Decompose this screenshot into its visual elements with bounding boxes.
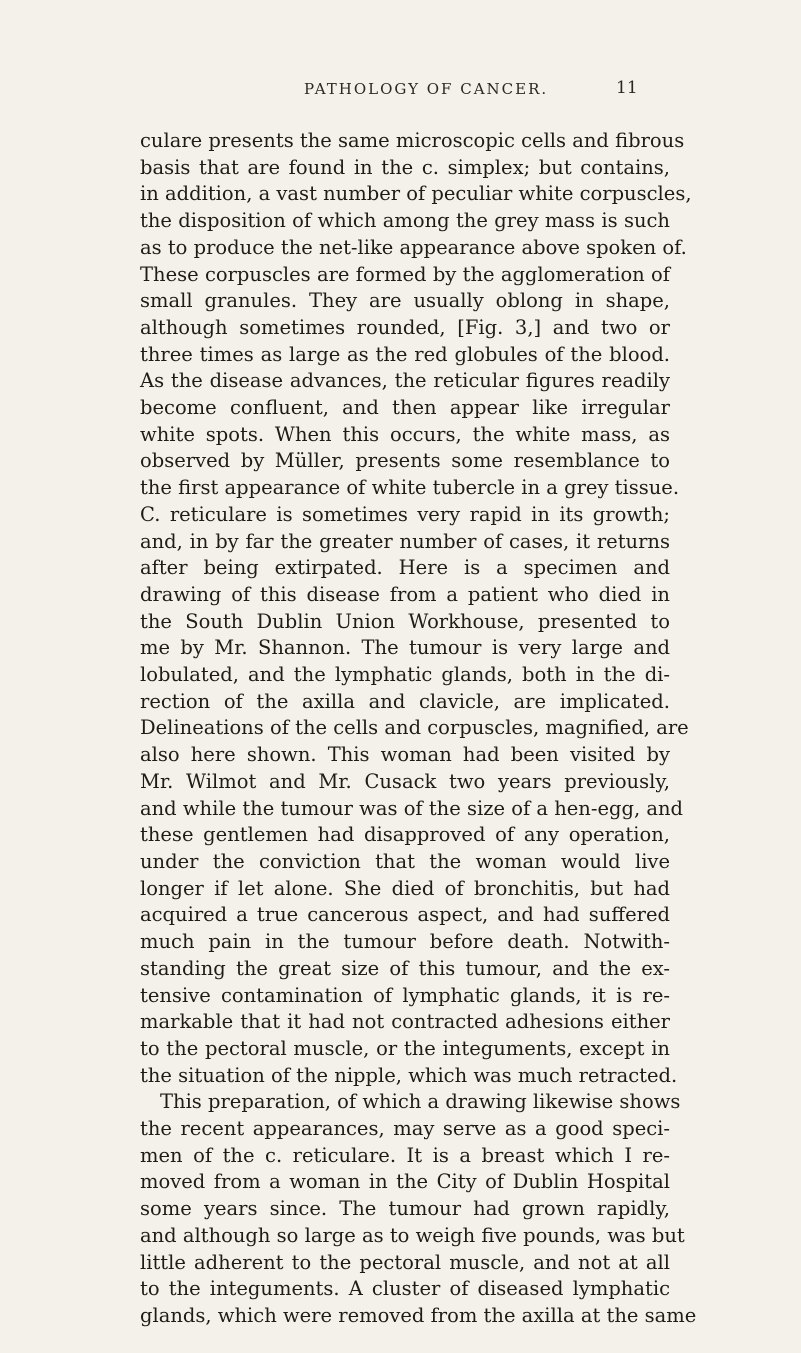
text-line: standing the great size of this tumour, and the ex- bbox=[140, 956, 670, 980]
text-line: the South Dublin Union Workhouse, presented to bbox=[140, 609, 670, 633]
text-line: markable that it had not contracted adhesions either bbox=[140, 1010, 670, 1034]
text-line: in addition, a vast number of peculiar white corpuscles, bbox=[140, 182, 692, 206]
text-line: little adherent to the pectoral muscle, and not at all bbox=[140, 1250, 670, 1274]
text-line: as to produce the net-like appearance above spoken of. bbox=[140, 235, 687, 259]
text-line: these gentlemen had disapproved of any operation, bbox=[140, 823, 670, 847]
text-line: and although so large as to weigh five pounds, was but bbox=[140, 1223, 685, 1247]
text-line: the situation of the nipple, which was much retracted. bbox=[140, 1063, 678, 1087]
text-line: drawing of this disease from a patient who died in bbox=[140, 582, 670, 606]
text-line: some years since. The tumour had grown rapidly, bbox=[140, 1197, 670, 1221]
text-line: much pain in the tumour before death. Notwith- bbox=[140, 930, 670, 954]
text-line: tensive contamination of lymphatic glands, it is re- bbox=[140, 983, 670, 1007]
text-line: longer if let alone. She died of bronchitis, but had bbox=[140, 876, 670, 900]
text-line: the disposition of which among the grey mass is such bbox=[140, 209, 670, 233]
text-line: under the conviction that the woman would live bbox=[140, 849, 670, 873]
text-line: observed by Müller, presents some resemblance to bbox=[140, 449, 670, 473]
page-number: 11 bbox=[616, 78, 638, 98]
text-line: the first appearance of white tubercle in a grey tissue. bbox=[140, 476, 680, 500]
text-line: glands, which were removed from the axilla at the same bbox=[140, 1303, 697, 1327]
text-line: Mr. Wilmot and Mr. Cusack two years previously, bbox=[140, 769, 670, 793]
text-line: These corpuscles are formed by the agglomeration of bbox=[140, 262, 670, 286]
text-line: lobulated, and the lymphatic glands, both in the di- bbox=[140, 663, 670, 687]
text-line: As the disease advances, the reticular figures readily bbox=[140, 369, 670, 393]
text-line: This preparation, of which a drawing likewise shows bbox=[160, 1090, 681, 1114]
text-line: white spots. When this occurs, the white mass, as bbox=[140, 422, 670, 446]
text-line: and, in by far the greater number of cases, it returns bbox=[140, 529, 670, 553]
text-line: small granules. They are usually oblong in shape, bbox=[140, 289, 670, 313]
text-line: me by Mr. Shannon. The tumour is very large and bbox=[140, 636, 670, 660]
text-line: also here shown. This woman had been visited by bbox=[140, 743, 670, 767]
text-line: become confluent, and then appear like irregular bbox=[140, 396, 670, 420]
body-text bbox=[140, 128, 697, 1330]
text-line: to the integuments. A cluster of diseased lymphatic bbox=[140, 1277, 670, 1301]
running-title: PATHOLOGY OF CANCER. bbox=[304, 80, 549, 98]
text-line: rection of the axilla and clavicle, are implicated. bbox=[140, 689, 670, 713]
text-line: and while the tumour was of the size of a hen-egg, and bbox=[140, 796, 684, 820]
text-line: moved from a woman in the City of Dublin Hospital bbox=[140, 1170, 670, 1194]
text-line: although sometimes rounded, [Fig. 3,] and two or bbox=[140, 315, 670, 339]
text-line: culare presents the same microscopic cells and fibrous bbox=[140, 129, 685, 152]
text-line: C. reticulare is sometimes very rapid in its growth; bbox=[140, 502, 670, 526]
text-line: the recent appearances, may serve as a good speci- bbox=[140, 1117, 670, 1141]
text-line: three times as large as the red globules of the blood. bbox=[140, 342, 670, 366]
text-line: basis that are found in the c. simplex; but contains, bbox=[140, 155, 670, 179]
text-line: after being extirpated. Here is a specimen and bbox=[140, 556, 670, 580]
text-line: to the pectoral muscle, or the integuments, except in bbox=[140, 1036, 670, 1060]
text-line: men of the c. reticulare. It is a breast which I re- bbox=[140, 1143, 670, 1167]
text-line: acquired a true cancerous aspect, and had suffered bbox=[140, 903, 670, 927]
text-line: Delineations of the cells and corpuscles, magnified, are bbox=[140, 716, 689, 740]
